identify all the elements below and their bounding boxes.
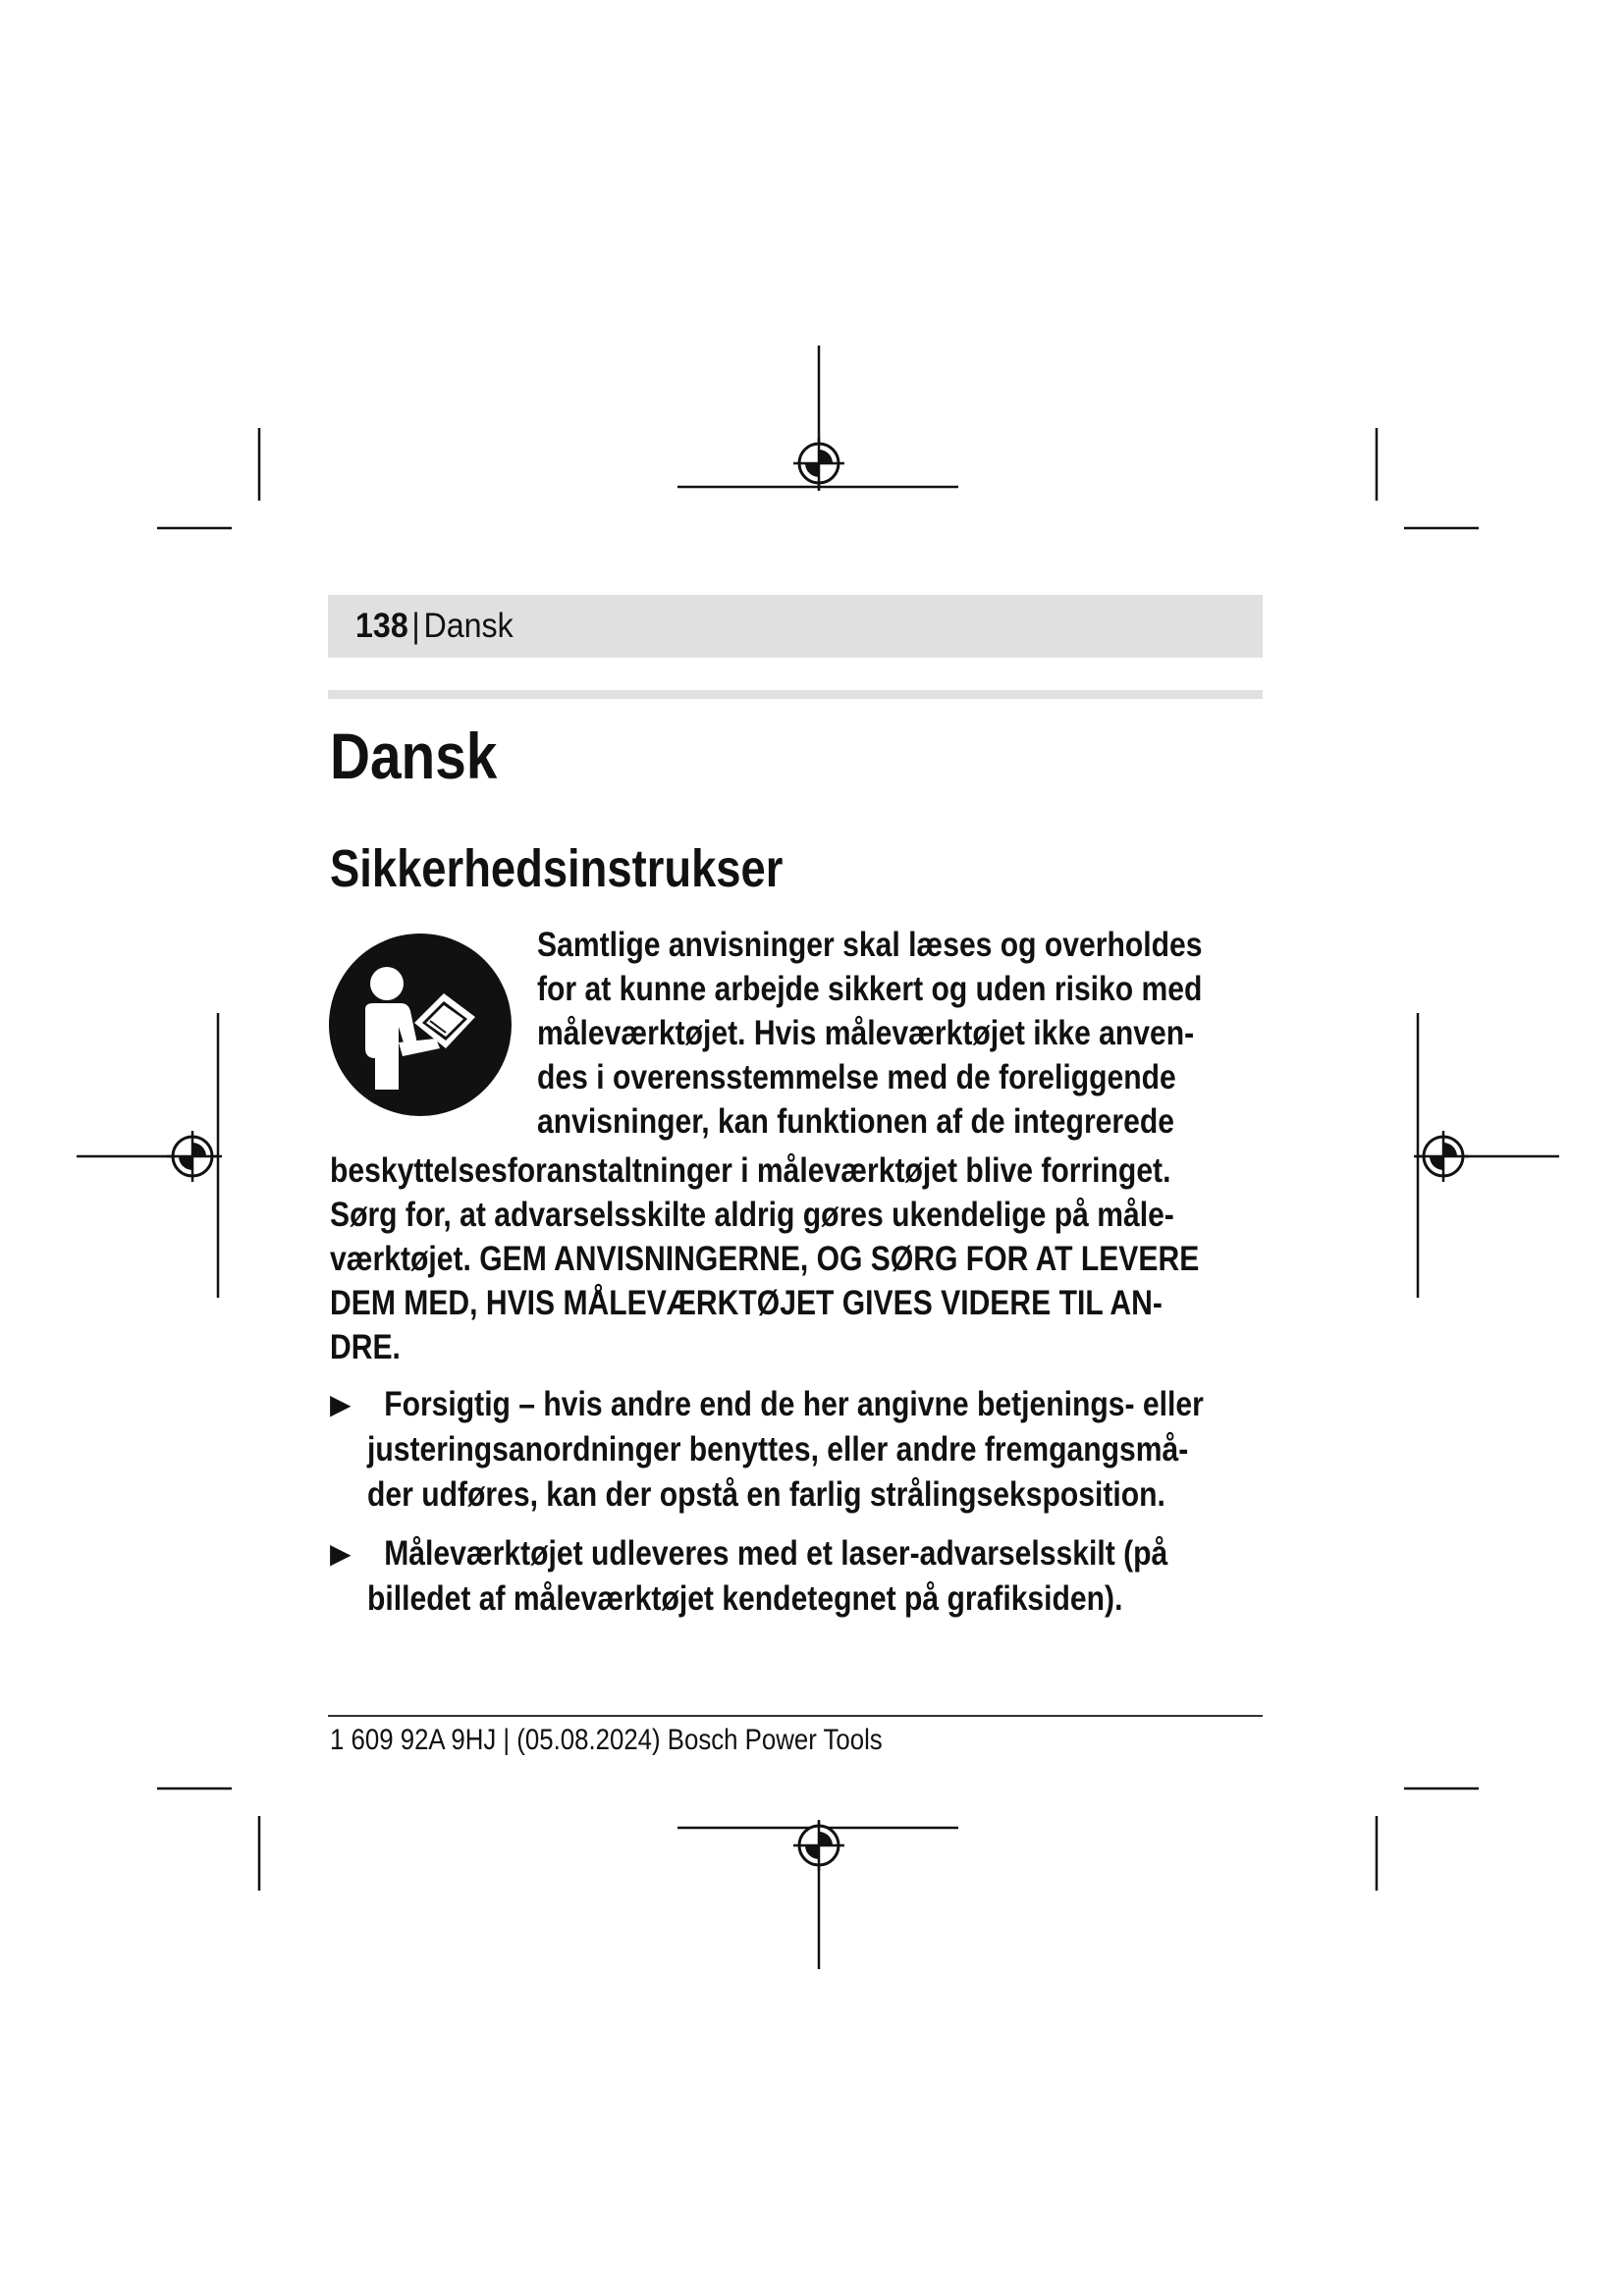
registration-target-right xyxy=(1418,1131,1469,1182)
text-line: DEM MED, HVIS MÅLEVÆRKTØJET GIVES VIDERE TIL AN- xyxy=(330,1284,1163,1322)
footer-rule xyxy=(328,1715,1263,1717)
text-line: justeringsanordninger benyttes, eller andre fremgangsmå- xyxy=(367,1430,1189,1468)
text-line: Samtlige anvisninger skal læses og overholdes xyxy=(537,926,1203,964)
text-line: DRE. xyxy=(330,1328,401,1366)
intro-paragraph xyxy=(537,923,1203,1144)
text-line: des i overensstemmelse med de foreliggende xyxy=(537,1058,1176,1096)
page-title: Dansk xyxy=(330,720,498,792)
bullet-arrow-icon: ▶ xyxy=(330,1538,352,1569)
header-rule xyxy=(328,690,1263,699)
text-line: Sørg for, at advarselsskilte aldrig gøres ukendelige på måle- xyxy=(330,1196,1174,1234)
registration-target-left xyxy=(167,1131,218,1182)
read-manual-icon xyxy=(328,933,513,1117)
header-separator: | xyxy=(411,607,420,645)
text-line: værktøjet. GEM ANVISNINGERNE, OG SØRG FOR AT LEVERE xyxy=(330,1240,1200,1278)
page-number: 138 xyxy=(355,607,408,645)
section-title: Sikkerhedsinstrukser xyxy=(330,839,784,898)
bullet-arrow-icon: ▶ xyxy=(330,1389,352,1419)
text-line: måleværktøjet. Hvis måleværktøjet ikke anven- xyxy=(537,1014,1195,1052)
registration-target-top xyxy=(793,438,844,489)
bullet-item xyxy=(367,1382,1204,1518)
text-line: billedet af måleværktøjet kendetegnet på grafiksiden). xyxy=(367,1579,1123,1618)
page-footer: 1 609 92A 9HJ | (05.08.2024) Bosch Power Tools xyxy=(330,1724,883,1756)
text-line: Forsigtig – hvis andre end de her angivne betjenings- eller xyxy=(384,1385,1204,1423)
bullet-item xyxy=(367,1531,1167,1622)
page-header xyxy=(328,595,1263,658)
text-line: beskyttelsesforanstaltninger i måleværktøjet blive forringet. xyxy=(330,1151,1171,1190)
text-line: der udføres, kan der opstå en farlig strålingseksposition. xyxy=(367,1475,1165,1514)
text-line: anvisninger, kan funktionen af de integrerede xyxy=(537,1102,1174,1141)
intro-paragraph-continued xyxy=(330,1148,1199,1369)
header-text xyxy=(355,605,514,648)
text-line: for at kunne arbejde sikkert og uden risiko med xyxy=(537,970,1203,1008)
text-line: Måleværktøjet udleveres med et laser-advarselsskilt (på xyxy=(384,1534,1168,1573)
header-section: Dansk xyxy=(423,607,514,645)
